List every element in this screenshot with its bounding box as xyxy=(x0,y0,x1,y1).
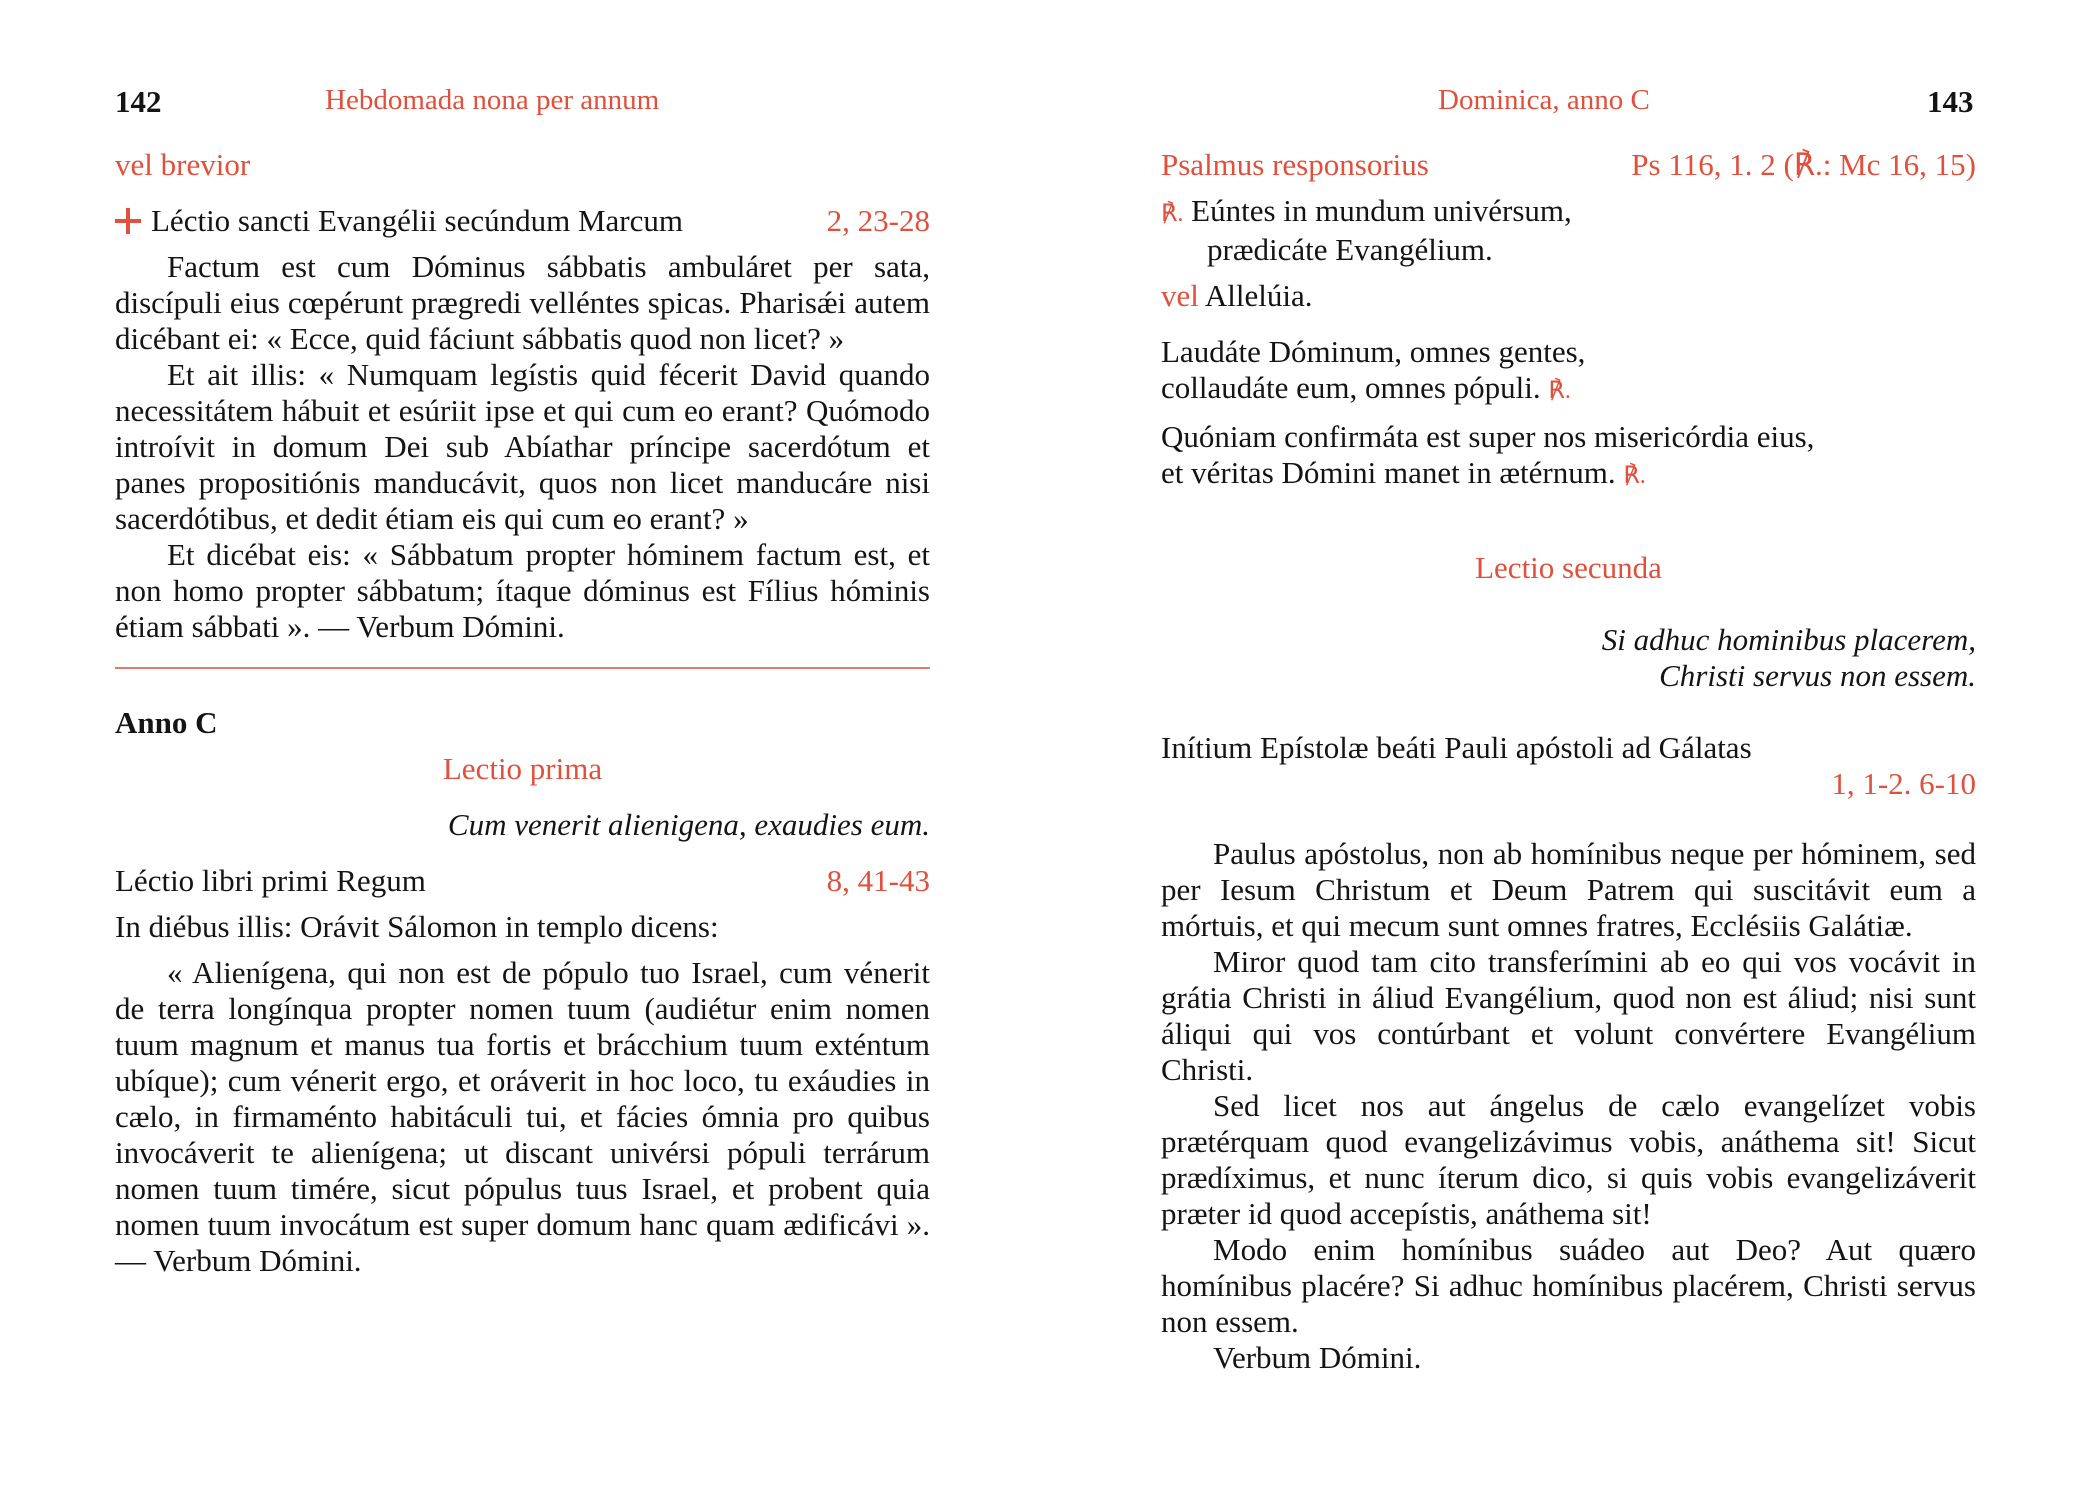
epistle-paragraph: Sed licet nos aut ángelus de cælo evangelízet vobis prætérquam quod evangelizávimus vobis, anáthema sit! Sicut prædíximus, et nunc íterum dico, si quis vobis evangelizáverit præter id quod accepístis, anáthema sit! xyxy=(1161,1088,1976,1231)
response-symbol: ℟. xyxy=(1623,463,1646,489)
closing-line: Verbum Dómini. xyxy=(1213,1340,1422,1375)
stanza1-line2: collaudáte eum, omnes pópuli. xyxy=(1161,370,1541,405)
response-symbol: ℟. xyxy=(1161,201,1184,227)
stanza2-line2-row xyxy=(1161,455,1976,494)
cross-icon xyxy=(115,208,141,234)
epistle-reference: 1, 1-2. 6-10 xyxy=(1831,766,1976,801)
vel-label: vel xyxy=(1161,278,1199,313)
reading-title: Léctio libri primi Regum xyxy=(115,863,426,898)
page-number-left: 142 xyxy=(115,84,162,119)
response-symbol: ℟. xyxy=(1548,378,1571,404)
reading-heading xyxy=(115,863,930,899)
response-text-2: prædicáte Evangélium. xyxy=(1207,232,1493,267)
epistle-title: Inítium Epístolæ beáti Pauli apóstoli ad Gálatas xyxy=(1161,730,1752,765)
stanza2-line2: et véritas Dómini manet in ætérnum. xyxy=(1161,455,1616,490)
vel-brevior-label: vel brevior xyxy=(115,147,251,182)
lectio-prima-heading: Lectio prima xyxy=(442,751,603,786)
gospel-heading xyxy=(115,203,930,239)
running-head-right: Dominica, anno C xyxy=(1438,84,1650,116)
gospel-paragraph: Et dicébat eis: « Sábbatum propter hóminem factum est, et non homo propter sábbatum; ítaque dóminus est Fílius hóminis étiam sábbati ». — Verbum Dómini. xyxy=(115,537,930,644)
epistle-paragraph: Miror quod tam cito transferímini ab eo qui vos vocávit in grátia Christi in áliud Evangélium, quod non est áliud; nisi sunt áliqui qui vos contúrbant et volunt convértere Evangélium Christi. xyxy=(1161,944,1976,1087)
reading-reference: 8, 41-43 xyxy=(826,863,930,898)
anno-heading: Anno C xyxy=(115,705,218,740)
stanza1-line1: Laudáte Dóminum, omnes gentes, xyxy=(1161,334,1586,369)
response-text-1: Eúntes in mundum univérsum, xyxy=(1191,193,1572,228)
right-page xyxy=(1039,0,2078,1500)
reading-intro: In diébus illis: Orávit Sálomon in templo dicens: xyxy=(115,909,719,944)
gospel-reference: 2, 23-28 xyxy=(826,203,930,238)
lectio-secunda-heading: Lectio secunda xyxy=(1475,550,1662,585)
gospel-paragraph: Factum est cum Dóminus sábbatis ambuláret per sata, discípuli eius cœpérunt prægredi velléntes spicas. Pharisǽi autem dicébant ei: « Ecce, quid fáciunt sábbatis quod non licet? » xyxy=(115,249,930,356)
right-column xyxy=(1161,147,1976,1376)
reading-text: « Alienígena, qui non est de pópulo tuo Israel, cum vénerit de terra longínqua propter nomen tuum (audiétur enim nomen tuum magnum et manus tua fortis et brácchium tuum exténtum ubíque); cum vénerit ergo, et oráverit in hoc loco, tu exáudies in cælo, in firmaménto habitáculi tui, et fácies ómnia pro quibus invocáverit te alienígena; ut discant univérsi pópuli terrárum nomen tuum timére, sicut pópulus tuus Israel, et probent quia nomen tuum invocátum est super domum hanc quam ædificávi ». — Verbum Dómini. xyxy=(115,955,930,1278)
motto-line1: Si adhuc hominibus placerem, xyxy=(1601,622,1976,657)
left-column xyxy=(115,147,930,1279)
psalm-label: Psalmus responsorius xyxy=(1161,147,1429,182)
epistle-paragraph: Paulus apóstolus, non ab homínibus neque per hóminem, sed per Iesum Christum et Deum Patrem qui suscitávit eum a mórtuis, et qui mecum sunt omnes fratres, Ecclésiis Galátiæ. xyxy=(1161,836,1976,943)
psalm-reference: Ps 116, 1. 2 (℟.: Mc 16, 15) xyxy=(1631,147,1976,182)
alleluia-line xyxy=(1161,278,1976,314)
gospel-title: Léctio sancti Evangélii secúndum Marcum xyxy=(151,203,683,238)
lectio-prima-motto: Cum venerit alienigena, exaudies eum. xyxy=(447,807,930,842)
motto-line2: Christi servus non essem. xyxy=(1659,658,1976,693)
stanza2-line1: Quóniam confirmáta est super nos misericórdia eius, xyxy=(1161,419,1815,454)
gospel-paragraph: Et ait illis: « Numquam legístis quid fécerit David quando necessitátem hábuit et esúriit ipse et qui cum eo erant? Quómodo introívit in domum Dei sub Abíathar príncipe sacerdótum et panes propositiónis manducávit, quos non licet manducáre nisi sacerdótibus, et dedit étiam eis qui cum eo erant? » xyxy=(115,357,930,536)
psalm-heading xyxy=(1161,147,1976,183)
alleluia-text: Allelúia. xyxy=(1204,278,1313,313)
running-head-left: Hebdomada nona per annum xyxy=(325,84,660,116)
epistle-paragraph: Modo enim homínibus suádeo aut Deo? Aut quæro homínibus placére? Si adhuc homínibus placérem, Christi servus non essem. xyxy=(1161,1232,1976,1339)
stanza1-line2-row xyxy=(1161,370,1976,409)
response-line xyxy=(1161,193,1976,232)
page-number-right: 143 xyxy=(1927,84,1974,119)
